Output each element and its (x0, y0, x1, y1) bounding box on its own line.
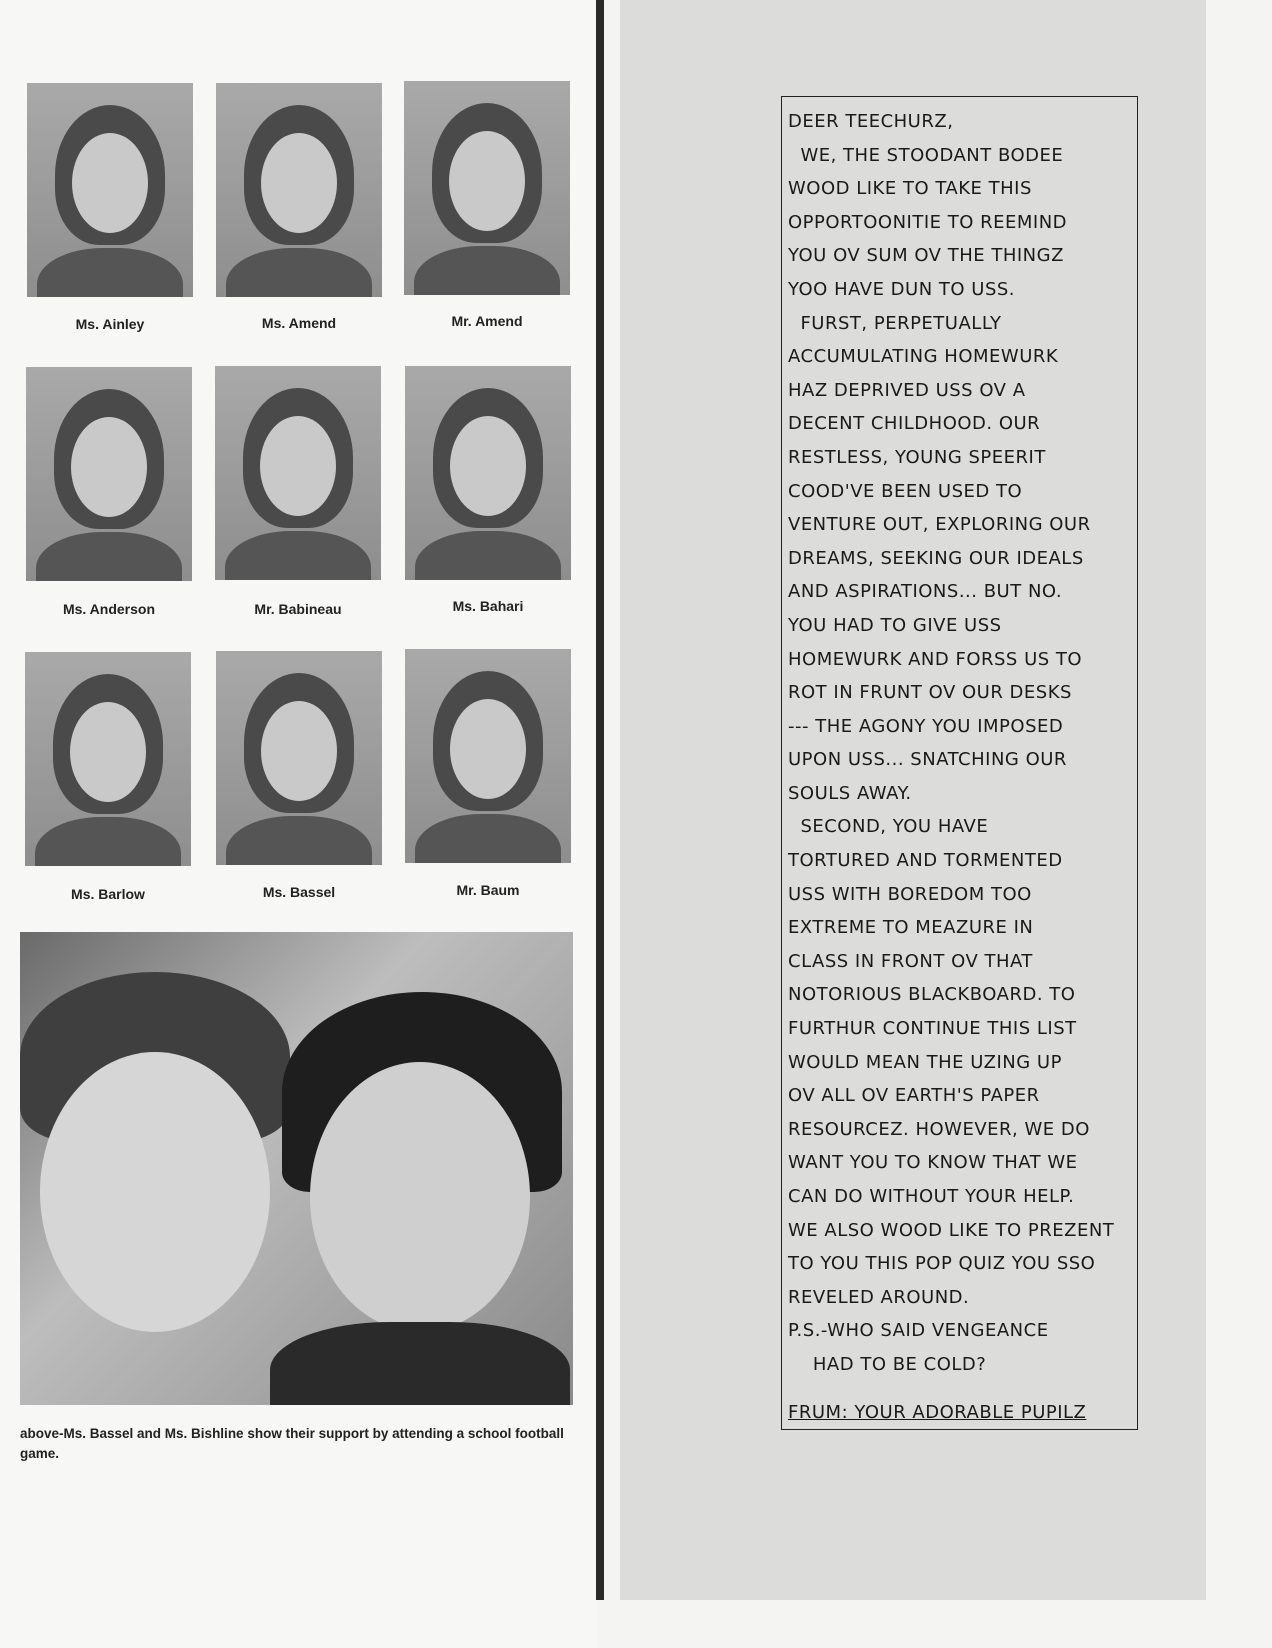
letter-line: ROT IN FRUNT OV OUR DESKS (788, 682, 1072, 704)
letter-line: HAD TO BE COLD? (788, 1353, 987, 1375)
page-divider (596, 0, 604, 1600)
portrait-photo (26, 367, 192, 581)
letter-line: --- THE AGONY YOU IMPOSED (788, 715, 1064, 737)
letter-line: OPPORTOONITIE TO REEMIND (788, 211, 1068, 233)
letter-line: VENTURE OUT, EXPLORING OUR (788, 514, 1091, 536)
letter-line: WE, THE STOODANT BODEE (788, 144, 1064, 166)
portrait-photo (25, 652, 191, 866)
letter-line: OV ALL OV EARTH'S PAPER (788, 1085, 1040, 1107)
photo-body (226, 248, 372, 297)
letter-line: HOMEWURK AND FORSS US TO (788, 648, 1083, 670)
portrait-name: Mr. Babineau (254, 601, 342, 617)
letter-line: RESTLESS, YOUNG SPEERIT (788, 446, 1046, 468)
letter-line: COOD'VE BEEN USED TO (788, 480, 1023, 502)
photo-body (270, 1322, 570, 1405)
portrait-name: Ms. Barlow (71, 886, 145, 902)
photo-face (71, 417, 147, 517)
photo-face (40, 1052, 270, 1332)
photo-body (414, 246, 560, 295)
portrait-name: Ms. Bahari (452, 598, 524, 614)
portrait-photo (216, 83, 382, 297)
portrait-photo (404, 81, 570, 295)
letter-line: RESOURCEZ. HOWEVER, WE DO (788, 1118, 1090, 1140)
photo-body (37, 248, 183, 297)
photo-body (415, 814, 561, 863)
letter-line: FURST, PERPETUALLY (788, 312, 1002, 334)
letter-line: P.S.-WHO SAID VENGEANCE (788, 1320, 1049, 1342)
letter-line: FRUM: YOUR ADORABLE PUPILZ (788, 1401, 1087, 1423)
photo-caption: above-Ms. Bassel and Ms. Bishline show their support by attending a school football game. (20, 1426, 564, 1461)
letter-line: YOU OV SUM OV THE THINGZ (788, 245, 1064, 267)
portrait-photo (405, 366, 571, 580)
portrait-photo (405, 649, 571, 863)
photo-body (415, 531, 561, 580)
photo-body (35, 817, 181, 866)
letter-line: CAN DO WITHOUT YOUR HELP. (788, 1186, 1075, 1207)
letter-line: DREAMS, SEEKING OUR IDEALS (788, 547, 1084, 569)
letter-line: WE ALSO WOOD LIKE TO PREZENT (788, 1219, 1115, 1241)
photo-body (36, 532, 182, 581)
letter-line: WOOD LIKE TO TAKE THIS (788, 178, 1032, 200)
photo-face (72, 133, 148, 233)
portrait-name: Ms. Ainley (75, 316, 145, 332)
photo-face (261, 701, 337, 801)
letter-line: HAZ DEPRIVED USS OV A (788, 379, 1026, 401)
letter-line: EXTREME TO MEAZURE IN (788, 917, 1034, 939)
photo-face (70, 702, 146, 802)
photo-face (260, 416, 336, 516)
letter-line: DEER TEECHURZ, (788, 111, 954, 132)
handwritten-letter (781, 96, 1138, 1430)
photo-body (226, 816, 372, 865)
portrait-name: Mr. Amend (451, 313, 523, 329)
photo-face (261, 133, 337, 233)
letter-line: ACCUMULATING HOMEWURK (788, 346, 1059, 368)
photo-face (450, 416, 526, 516)
portrait-name: Ms. Amend (261, 315, 337, 331)
letter-line: TO YOU THIS POP QUIZ YOU SSO (788, 1253, 1096, 1275)
letter-line: CLASS IN FRONT OV THAT (788, 950, 1033, 972)
candid-photo (20, 932, 573, 1405)
letter-line: SECOND, YOU HAVE (788, 816, 989, 838)
letter-line: SOULS AWAY. (788, 782, 912, 804)
letter-line: NOTORIOUS BLACKBOARD. TO (788, 984, 1076, 1006)
letter-line: USS WITH BOREDOM TOO (788, 883, 1032, 905)
letter-line: REVELED AROUND. (788, 1286, 970, 1308)
portrait-photo (27, 83, 193, 297)
photo-face (450, 699, 526, 799)
photo-face (449, 131, 525, 231)
letter-line: WANT YOU TO KNOW THAT WE (788, 1152, 1078, 1174)
letter-line: YOU HAD TO GIVE USS (788, 614, 1002, 636)
portrait-name: Mr. Baum (456, 882, 520, 898)
letter-line: FURTHUR CONTINUE THIS LIST (788, 1018, 1077, 1040)
letter-line: YOO HAVE DUN TO USS. (788, 278, 1016, 300)
portrait-name: Ms. Anderson (62, 601, 156, 617)
letter-line: TORTURED AND TORMENTED (788, 850, 1063, 872)
portrait-name: Ms. Bassel (262, 884, 336, 900)
letter-line: DECENT CHILDHOOD. OUR (788, 413, 1041, 435)
photo-face (310, 1062, 530, 1332)
letter-line: UPON USS... SNATCHING OUR (788, 749, 1067, 771)
photo-body (225, 531, 371, 580)
portrait-photo (216, 651, 382, 865)
letter-line: WOULD MEAN THE UZING UP (788, 1051, 1062, 1073)
letter-line: AND ASPIRATIONS... BUT NO. (788, 581, 1063, 603)
portrait-photo (215, 366, 381, 580)
